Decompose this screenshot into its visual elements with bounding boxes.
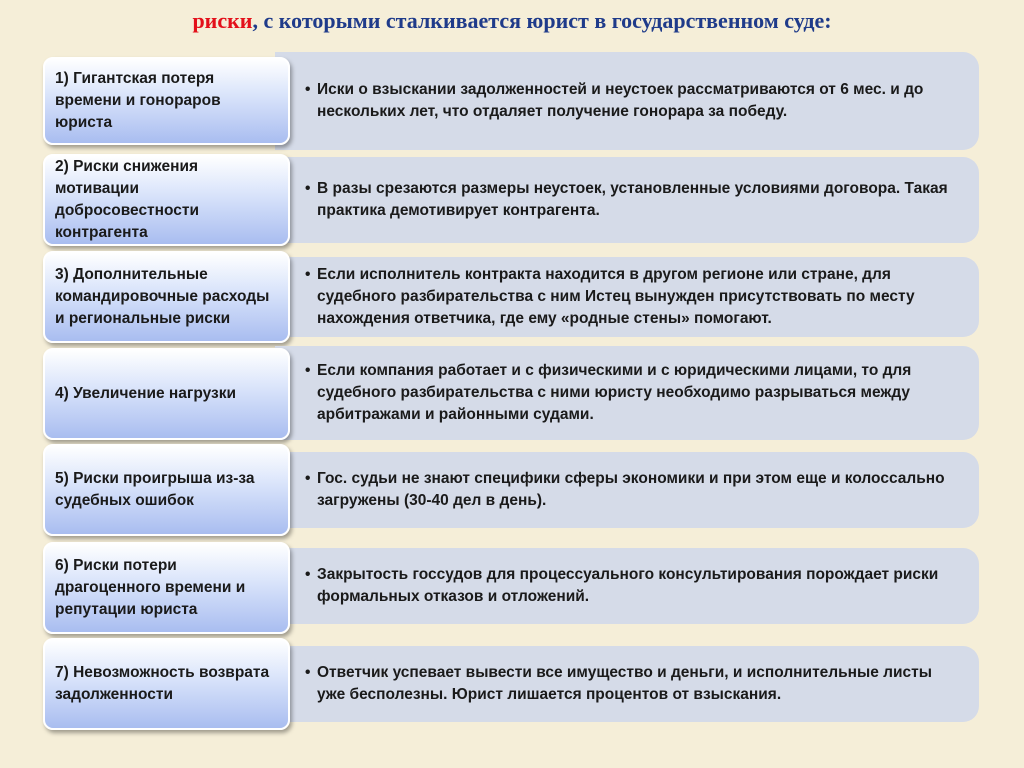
risk-label-box-7: [43, 638, 290, 730]
risk-description-5: Гос. судьи не знают специфики сферы экономики и при этом еще и колоссально загружены (30-40 дел в день).: [317, 470, 945, 509]
risk-label-box-1: [43, 57, 290, 145]
risk-description-box-5: [275, 452, 979, 528]
risk-label-2: 2) Риски снижения мотивации добросовестности контрагента: [55, 158, 200, 241]
bullet-icon: •: [305, 566, 311, 583]
risk-description-box-4: [275, 346, 979, 440]
risk-row-3: [0, 257, 1024, 337]
risk-row-7: [0, 646, 1024, 722]
risk-row-1: [0, 52, 1024, 150]
bullet-icon: •: [305, 470, 311, 487]
risk-row-6: [0, 548, 1024, 624]
risk-description-2: В разы срезаются размеры неустоек, установленные условиями договора. Такая практика демотивирует контрагента.: [317, 180, 948, 219]
risk-row-5: [0, 452, 1024, 528]
risk-description-box-7: [275, 646, 979, 722]
risk-label-box-3: [43, 251, 290, 343]
risk-label-3: 3) Дополнительные командировочные расходы и региональные риски: [55, 266, 270, 327]
slide-title-accent: риски: [192, 8, 253, 33]
risk-label-box-5: [43, 444, 290, 536]
risk-label-6: 6) Риски потери драгоценного времени и репутации юриста: [55, 557, 246, 618]
risk-label-box-2: [43, 154, 290, 246]
risk-label-box-6: [43, 542, 290, 634]
bullet-icon: •: [305, 266, 311, 283]
risk-label-5: 5) Риски проигрыша из-за судебных ошибок: [55, 470, 255, 509]
risk-description-box-1: [275, 52, 979, 150]
bullet-icon: •: [305, 362, 311, 379]
risk-label-4: 4) Увеличение нагрузки: [55, 385, 237, 402]
slide-title: [0, 6, 1024, 36]
bullet-icon: •: [305, 664, 311, 681]
risk-description-7: Ответчик успевает вывести все имущество и деньги, и исполнительные листы уже бесполезны. Юрист лишается процентов от взыскания.: [317, 664, 933, 703]
bullet-icon: •: [305, 180, 311, 197]
risk-description-6: Закрытость госсудов для процессуального консультирования порождает риски формальных отказов и отложений.: [317, 566, 939, 605]
slide-title-rest: , с которыми сталкивается юрист в государственном суде:: [252, 8, 832, 33]
risk-description-1: Иски о взыскании задолженностей и неустоек рассматриваются от 6 мес. и до нескольких лет, что отдаляет получение гонорара за победу.: [317, 81, 924, 120]
risk-description-4: Если компания работает и с физическими и с юридическими лицами, то для судебного разбирательства с ними юристу необходимо разрываться между арбитражами и районными судами.: [317, 362, 912, 423]
risk-label-7: 7) Невозможность возврата задолженности: [55, 664, 270, 703]
risk-label-box-4: [43, 348, 290, 440]
risk-description-box-2: [275, 157, 979, 243]
risk-description-box-3: [275, 257, 979, 337]
risk-row-2: [0, 157, 1024, 243]
risk-row-4: [0, 346, 1024, 440]
risk-description-box-6: [275, 548, 979, 624]
risk-label-1: 1) Гигантская потеря времени и гонораров юриста: [55, 70, 221, 131]
risk-description-3: Если исполнитель контракта находится в другом регионе или стране, для судебного разбирательства с ним Истец вынужден присутствовать по месту нахождения ответчика, где ему «родные стены» помогают.: [317, 266, 915, 327]
bullet-icon: •: [305, 81, 311, 98]
